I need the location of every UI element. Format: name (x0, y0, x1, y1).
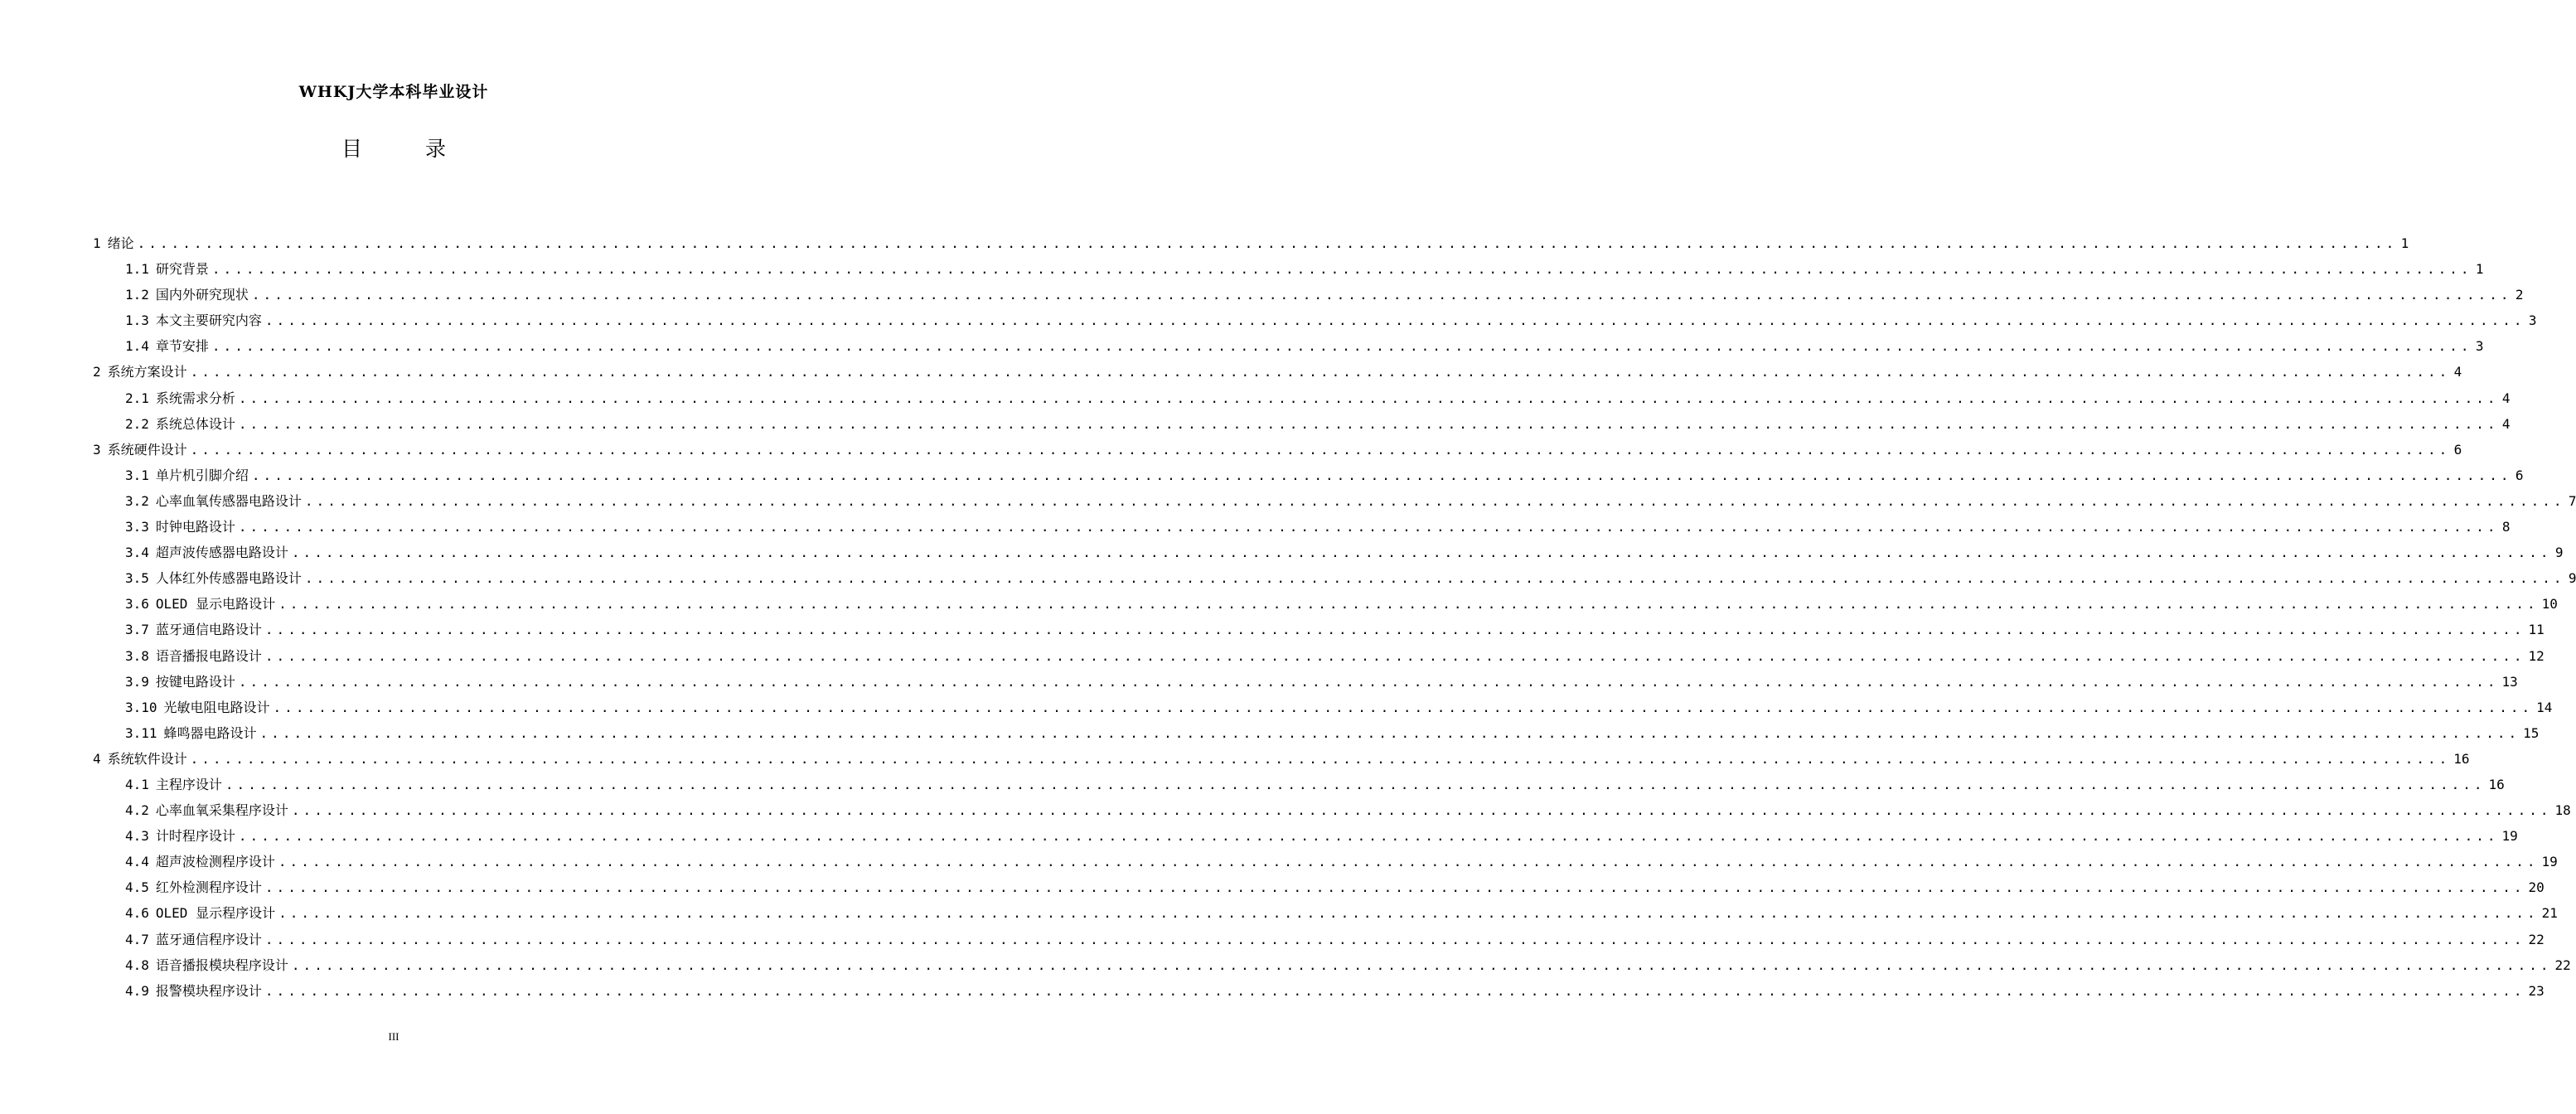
toc-dot-leader: ........................................................................................................................................................................................................ (238, 519, 2499, 535)
toc-entry[interactable] (93, 849, 2558, 874)
toc-entry-page: 16 (2453, 750, 2470, 767)
toc-entry-number: 2.2 (125, 415, 149, 432)
toc-entry[interactable] (93, 256, 2484, 282)
toc-dot-leader: ........................................................................................................................................................................................................ (264, 647, 2525, 664)
toc-entry-title: 按键电路设计 (155, 673, 235, 690)
toc-dot-leader: ........................................................................................................................................................................................................ (190, 364, 2451, 380)
toc-dot-leader: ........................................................................................................................................................................................................ (190, 750, 2451, 767)
toc-entry-title: 系统方案设计 (107, 364, 187, 380)
toc-entry-title: 单片机引脚介绍 (155, 467, 249, 483)
toc-entry-title: 主程序设计 (155, 776, 222, 792)
toc-entry-page: 11 (2528, 622, 2545, 638)
toc-entry[interactable] (93, 488, 2576, 514)
toc-entry-number: 2.1 (125, 390, 149, 406)
toc-entry-page: 19 (2541, 854, 2558, 870)
toc-entry-title: 时钟电路设计 (155, 519, 235, 535)
toc-entry-page: 6 (2453, 441, 2462, 458)
toc-entry-page: 19 (2501, 828, 2518, 845)
toc-entry-title: 红外检测程序设计 (155, 879, 262, 896)
toc-entry-page: 4 (2501, 415, 2511, 432)
toc-dot-leader: ........................................................................................................................................................................................................ (238, 415, 2499, 432)
toc-entry[interactable] (93, 540, 2564, 565)
toc-dot-leader: ........................................................................................................................................................................................................ (264, 931, 2525, 947)
toc-dot-leader: ........................................................................................................................................................................................................ (137, 235, 2398, 251)
toc-entry[interactable] (93, 927, 2545, 952)
toc-entry-page: 6 (2515, 467, 2524, 483)
toc-dot-leader: ........................................................................................................................................................................................................ (264, 879, 2525, 896)
toc-entry-title: OLED 显示程序设计 (155, 905, 276, 922)
toc-entry-title: 蜂鸣器电路设计 (163, 724, 257, 741)
toc-dot-leader: ........................................................................................................................................................................................................ (291, 957, 2552, 973)
toc-entry-title: 研究背景 (155, 261, 209, 278)
toc-entry-number: 3.2 (125, 492, 149, 509)
toc-entry-number: 4.6 (125, 905, 149, 922)
toc-entry-page: 14 (2536, 699, 2553, 715)
toc-entry-page: 10 (2541, 596, 2558, 613)
toc-entry[interactable] (93, 565, 2576, 591)
toc-entry-page: 3 (2475, 338, 2484, 355)
toc-entry-number: 3.11 (125, 724, 157, 741)
toc-dot-leader: ........................................................................................................................................................................................................ (264, 982, 2525, 999)
toc-entry-number: 1.4 (125, 338, 149, 355)
toc-entry-page: 3 (2528, 312, 2537, 329)
toc-entry-title: 本文主要研究内容 (155, 312, 262, 329)
toc-entry-page: 7 (2568, 492, 2576, 509)
toc-entry-page: 4 (2453, 364, 2462, 380)
toc-entry-number: 3.7 (125, 622, 149, 638)
toc-entry-page: 21 (2541, 905, 2558, 922)
toc-entry-title: 心率血氧传感器电路设计 (155, 492, 302, 509)
toc-entry-title: 心率血氧采集程序设计 (155, 802, 288, 819)
toc-dot-leader: ........................................................................................................................................................................................................ (251, 287, 2512, 303)
toc-entry-page: 22 (2554, 957, 2571, 973)
toc-entry[interactable] (93, 282, 2524, 308)
toc-entry[interactable] (93, 411, 2511, 437)
toc-entry-page: 20 (2528, 879, 2545, 896)
toc-dot-leader: ........................................................................................................................................................................................................ (211, 338, 2472, 355)
table-of-contents (93, 230, 2576, 1004)
toc-entry-number: 3.4 (125, 545, 149, 561)
toc-entry[interactable] (93, 746, 2470, 772)
toc-dot-leader: ........................................................................................................................................................................................................ (238, 828, 2499, 845)
toc-entry-title: 计时程序设计 (155, 828, 235, 845)
toc-dot-leader: ........................................................................................................................................................................................................ (264, 622, 2525, 638)
toc-dot-leader: ........................................................................................................................................................................................................ (278, 854, 2539, 870)
toc-entry-number: 1.2 (125, 287, 149, 303)
toc-entry[interactable] (93, 308, 2537, 333)
toc-entry-number: 4.9 (125, 982, 149, 999)
toc-entry[interactable] (93, 463, 2524, 488)
toc-entry-title: 超声波检测程序设计 (155, 854, 275, 870)
toc-entry-title: 蓝牙通信程序设计 (155, 931, 262, 947)
toc-dot-leader: ........................................................................................................................................................................................................ (278, 905, 2539, 922)
toc-entry[interactable] (93, 695, 2553, 720)
toc-entry-title: 人体红外传感器电路设计 (155, 570, 302, 587)
toc-entry[interactable] (93, 514, 2511, 540)
toc-entry-page: 9 (2554, 545, 2564, 561)
toc-entry-number: 4.4 (125, 854, 149, 870)
toc-entry[interactable] (93, 772, 2505, 797)
toc-entry-number: 4.2 (125, 802, 149, 819)
toc-entry-title: 语音播报电路设计 (155, 647, 262, 664)
toc-dot-leader: ........................................................................................................................................................................................................ (259, 724, 2520, 741)
toc-entry[interactable] (93, 437, 2462, 463)
toc-entry-title: 章节安排 (155, 338, 209, 355)
toc-entry-page: 1 (2475, 261, 2484, 278)
toc-dot-leader: ........................................................................................................................................................................................................ (291, 802, 2552, 819)
toc-entry-title: 绪论 (107, 235, 134, 251)
toc-entry[interactable] (93, 797, 2571, 823)
toc-entry[interactable] (93, 230, 2409, 256)
toc-entry-title: 国内外研究现状 (155, 287, 249, 303)
toc-entry[interactable] (93, 333, 2484, 359)
toc-entry-number: 3.6 (125, 596, 149, 613)
toc-entry[interactable] (93, 385, 2511, 411)
toc-entry-page: 23 (2528, 982, 2545, 999)
toc-entry-number: 1 (93, 235, 101, 251)
toc-entry-title: 蓝牙通信电路设计 (155, 622, 262, 638)
toc-entry-page: 2 (2515, 287, 2524, 303)
toc-entry-title: 系统硬件设计 (107, 441, 187, 458)
toc-entry-title: 报警模块程序设计 (155, 982, 262, 999)
toc-dot-leader: ........................................................................................................................................................................................................ (304, 492, 2565, 509)
toc-entry-number: 1.3 (125, 312, 149, 329)
toc-entry-number: 1.1 (125, 261, 149, 278)
toc-entry-number: 3.5 (125, 570, 149, 587)
toc-entry[interactable] (93, 900, 2558, 926)
toc-entry-page: 16 (2488, 776, 2505, 792)
toc-entry-number: 4.8 (125, 957, 149, 973)
toc-entry-title: 语音播报模块程序设计 (155, 957, 288, 973)
toc-dot-leader: ........................................................................................................................................................................................................ (273, 699, 2534, 715)
toc-entry-title: 光敏电阻电路设计 (163, 699, 270, 715)
toc-entry[interactable] (93, 952, 2571, 978)
toc-entry[interactable] (93, 720, 2540, 746)
toc-entry-title: 系统软件设计 (107, 750, 187, 767)
toc-entry[interactable] (93, 643, 2545, 669)
toc-dot-leader: ........................................................................................................................................................................................................ (238, 390, 2499, 406)
toc-entry-page: 1 (2400, 235, 2409, 251)
toc-entry[interactable] (93, 359, 2462, 385)
toc-entry-number: 3 (93, 441, 101, 458)
toc-entry-number: 3.3 (125, 519, 149, 535)
toc-entry-title: 系统总体设计 (155, 415, 235, 432)
toc-entry-title: 超声波传感器电路设计 (155, 545, 288, 561)
toc-dot-leader: ........................................................................................................................................................................................................ (225, 776, 2486, 792)
toc-entry-number: 4.1 (125, 776, 149, 792)
toc-entry-number: 4.7 (125, 931, 149, 947)
toc-dot-leader: ........................................................................................................................................................................................................ (251, 467, 2512, 483)
toc-entry-page: 9 (2568, 570, 2576, 587)
toc-entry-number: 3.10 (125, 699, 157, 715)
page-number: III (388, 1030, 399, 1043)
toc-entry[interactable] (93, 823, 2518, 849)
toc-entry-number: 3.9 (125, 673, 149, 690)
toc-entry[interactable] (93, 617, 2545, 642)
toc-entry[interactable] (93, 874, 2545, 900)
toc-dot-leader: ........................................................................................................................................................................................................ (291, 545, 2552, 561)
toc-entry[interactable] (93, 669, 2518, 695)
toc-entry[interactable] (93, 978, 2545, 1004)
page-header: WHKJ大学本科毕业设计 (298, 83, 489, 101)
toc-entry-number: 3.8 (125, 647, 149, 664)
toc-entry-page: 4 (2501, 390, 2511, 406)
toc-dot-leader: ........................................................................................................................................................................................................ (238, 673, 2499, 690)
toc-entry-page: 22 (2528, 931, 2545, 947)
toc-entry-title: OLED 显示电路设计 (155, 596, 276, 613)
toc-entry-page: 12 (2528, 647, 2545, 664)
toc-entry-number: 2 (93, 364, 101, 380)
toc-entry-page: 8 (2501, 519, 2511, 535)
toc-dot-leader: ........................................................................................................................................................................................................ (278, 596, 2539, 613)
toc-entry-number: 4.3 (125, 828, 149, 845)
toc-entry[interactable] (93, 591, 2558, 617)
toc-entry-page: 18 (2554, 802, 2571, 819)
toc-dot-leader: ........................................................................................................................................................................................................ (304, 570, 2565, 587)
toc-dot-leader: ........................................................................................................................................................................................................ (190, 441, 2451, 458)
toc-title: 目 录 (341, 137, 474, 161)
toc-entry-number: 4 (93, 750, 101, 767)
toc-dot-leader: ........................................................................................................................................................................................................ (264, 312, 2525, 329)
toc-dot-leader: ........................................................................................................................................................................................................ (211, 261, 2472, 278)
toc-entry-number: 3.1 (125, 467, 149, 483)
toc-entry-title: 系统需求分析 (155, 390, 235, 406)
toc-entry-page: 13 (2501, 673, 2518, 690)
toc-entry-number: 4.5 (125, 879, 149, 896)
toc-entry-page: 15 (2523, 724, 2540, 741)
